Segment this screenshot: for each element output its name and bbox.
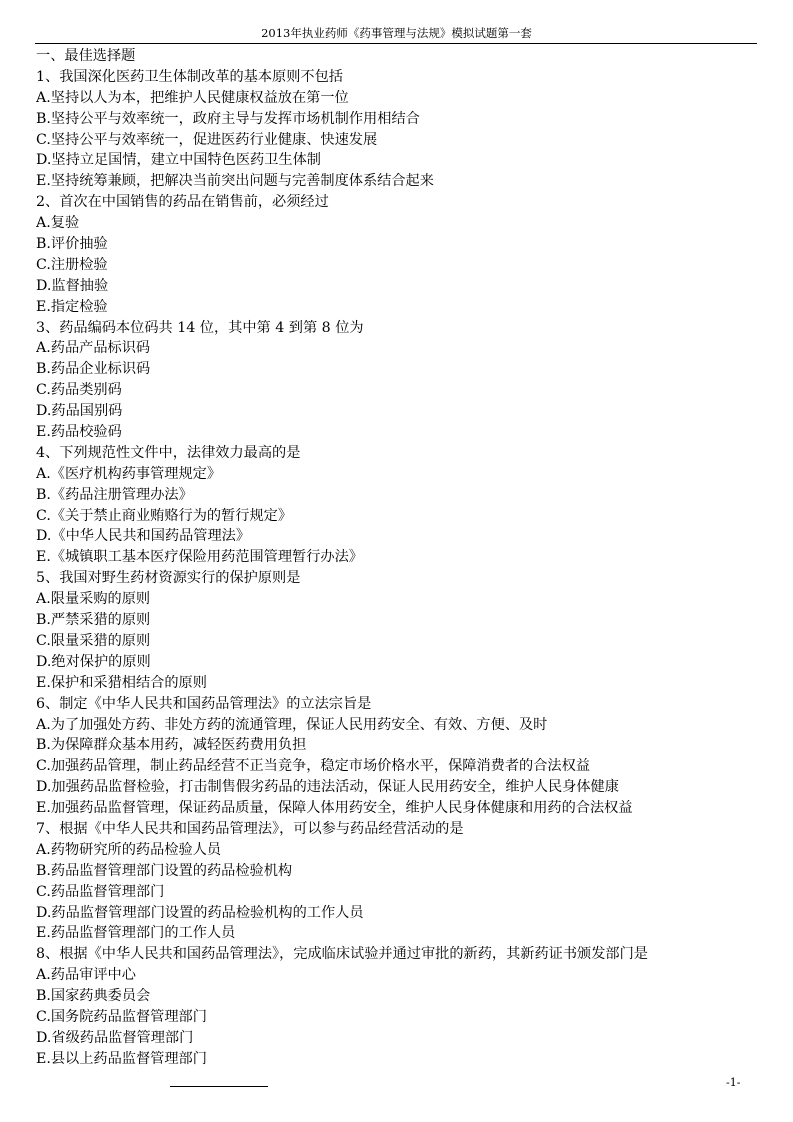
answer-option: B.严禁采猎的原则 [36,612,151,629]
answer-option: B.评价抽验 [36,236,108,253]
answer-option: D.药品国别码 [36,403,123,420]
answer-option: A.药品审评中心 [36,967,136,984]
question-stem: 6、制定《中华人民共和国药品管理法》的立法宗旨是 [36,695,372,712]
answer-option: B.为保障群众基本用药，减轻医药费用负担 [36,737,307,754]
answer-option: B.坚持公平与效率统一，政府主导与发挥市场机制作用相结合 [36,110,420,127]
answer-option: D.加强药品监督检验，打击制售假劣药品的违法活动，保证人民用药安全，维护人民身体健康 [36,779,619,796]
question-stem: 2、首次在中国销售的药品在销售前，必须经过 [36,194,329,211]
answer-option: B.国家药典委员会 [36,988,151,1005]
question-block [36,819,756,944]
page-number: -1- [726,1076,741,1089]
answer-option: B.《药品注册管理办法》 [36,486,193,503]
question-block [36,568,756,693]
answer-option: B.药品监督管理部门设置的药品检验机构 [36,862,293,879]
answer-option: A.坚持以人为本，把维护人民健康权益放在第一位 [36,89,349,106]
answer-option: C.药品监督管理部门 [36,883,165,900]
answer-option: E.保护和采猎相结合的原则 [36,674,207,691]
answer-option: A.药物研究所的药品检验人员 [36,841,222,858]
answer-option: C.加强药品管理，制止药品经营不正当竞争，稳定市场价格水平，保障消费者的合法权益 [36,758,590,775]
question-block [36,443,756,568]
question-block [36,694,756,819]
question-block [36,318,756,443]
answer-option: D.《中华人民共和国药品管理法》 [36,528,251,545]
exam-content [36,46,756,1070]
answer-option: D.绝对保护的原则 [36,653,151,670]
question-stem: 8、根据《中华人民共和国药品管理法》，完成临床试验并通过审批的新药，其新药证书颁发部门是 [36,946,648,963]
answer-option: A.复验 [36,215,80,232]
answer-option: D.药品监督管理部门设置的药品检验机构的工作人员 [36,904,364,921]
answer-option: A.药品产品标识码 [36,340,151,357]
answer-option: A.为了加强处方药、非处方药的流通管理，保证人民用药安全、有效、方便、及时 [36,716,548,733]
question-stem: 7、根据《中华人民共和国药品管理法》，可以参与药品经营活动的是 [36,820,464,837]
answer-option: E.县以上药品监督管理部门 [36,1050,207,1067]
answer-option: C.注册检验 [36,256,108,273]
answer-option: D.坚持立足国情，建立中国特色医药卫生体制 [36,152,321,169]
header-rule [35,43,757,44]
question-block [36,944,756,1069]
answer-option: C.限量采猎的原则 [36,632,151,649]
answer-option: C.国务院药品监督管理部门 [36,1008,207,1025]
answer-option: E.药品校验码 [36,424,122,441]
question-stem: 3、药品编码本位码共 14 位，其中第 4 到第 8 位为 [36,319,364,336]
answer-option: A.限量采购的原则 [36,591,151,608]
answer-option: D.监督抽验 [36,277,109,294]
answer-option: C.坚持公平与效率统一，促进医药行业健康、快速发展 [36,131,378,148]
footer-rule [170,1086,268,1087]
question-block [36,192,756,317]
question-list [36,67,756,1070]
answer-option: D.省级药品监督管理部门 [36,1029,194,1046]
answer-option: E.指定检验 [36,298,108,315]
answer-option: A.《医疗机构药事管理规定》 [36,465,222,482]
question-stem: 1、我国深化医药卫生体制改革的基本原则不包括 [36,68,343,85]
question-block [36,67,756,192]
answer-option: E.药品监督管理部门的工作人员 [36,925,236,942]
answer-option: B.药品企业标识码 [36,361,151,378]
answer-option: E.《城镇职工基本医疗保险用药范围管理暂行办法》 [36,549,363,566]
page-header-title: 2013年执业药师《药事管理与法规》模拟试题第一套 [261,26,532,40]
answer-option: E.加强药品监督管理，保证药品质量，保障人体用药安全，维护人民身体健康和用药的合法权益 [36,800,633,817]
answer-option: C.药品类别码 [36,382,122,399]
question-stem: 5、我国对野生药材资源实行的保护原则是 [36,570,301,587]
section-title: 一、最佳选择题 [36,48,136,64]
question-stem: 4、下列规范性文件中，法律效力最高的是 [36,444,301,461]
answer-option: E.坚持统筹兼顾，把解决当前突出问题与完善制度体系结合起来 [36,173,434,190]
answer-option: C.《关于禁止商业贿赂行为的暂行规定》 [36,507,293,524]
